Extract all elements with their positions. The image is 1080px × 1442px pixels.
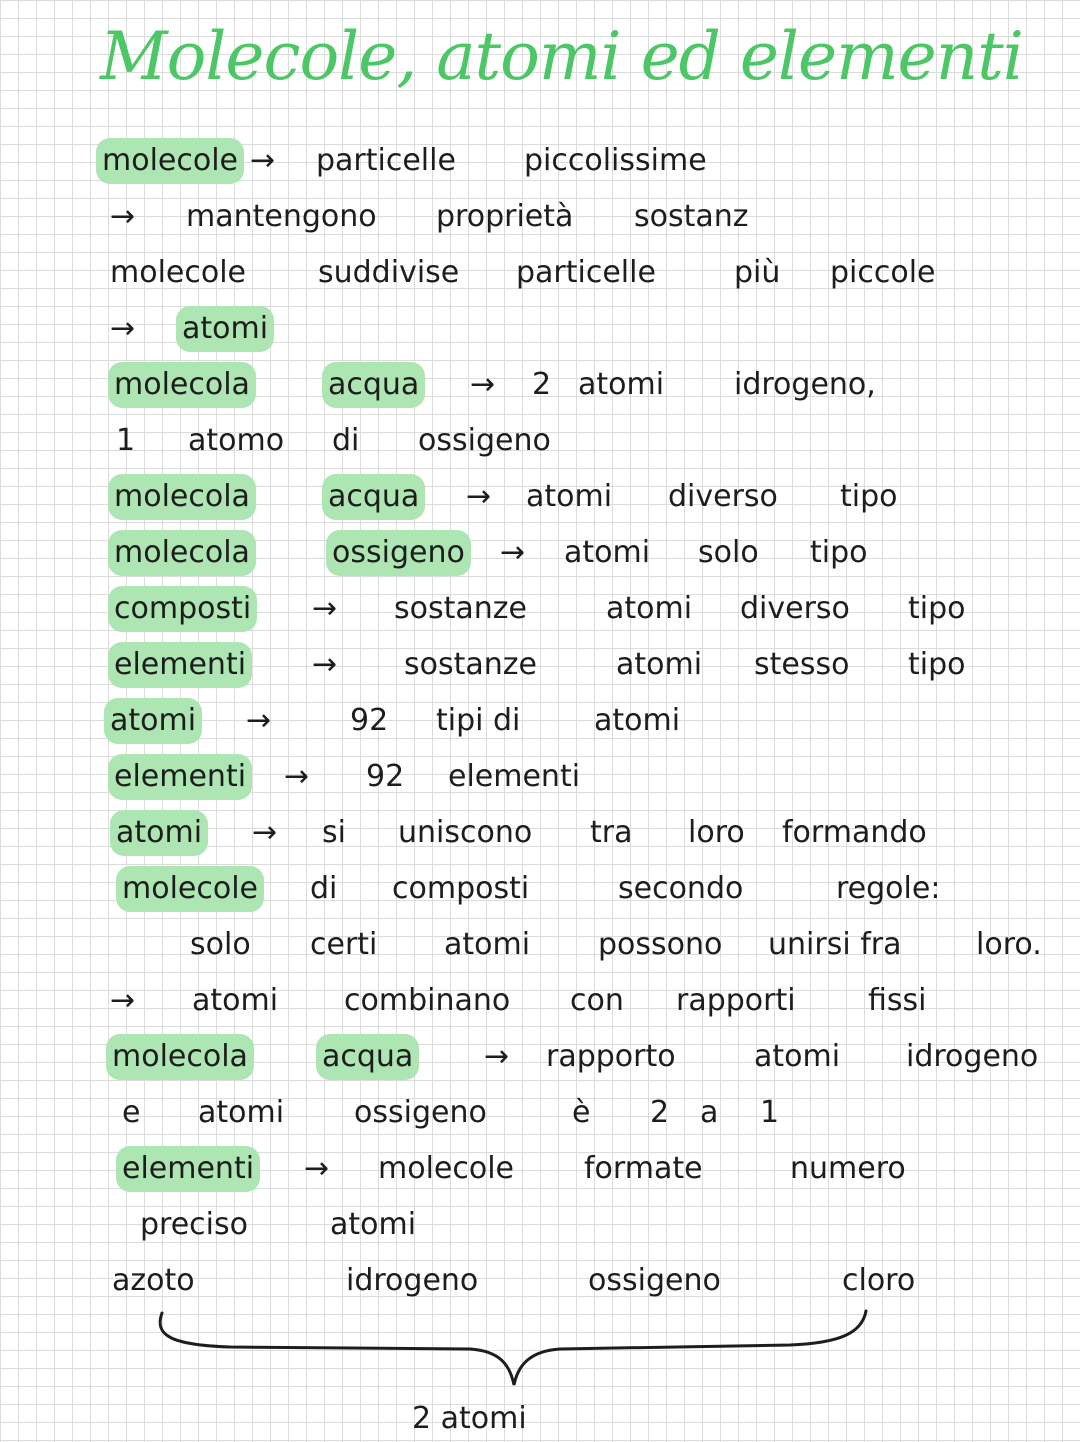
highlighted-term: molecola: [106, 1034, 254, 1080]
note-word: combinano: [344, 983, 511, 1018]
note-word: rapporto: [546, 1039, 676, 1074]
highlighted-term: elementi: [116, 1146, 260, 1192]
highlighted-term: atomi: [110, 810, 208, 856]
note-word: sostanze: [404, 647, 537, 682]
note-word: 2: [650, 1095, 670, 1130]
element-name: cloro: [842, 1263, 916, 1298]
note-word: formate: [584, 1151, 703, 1186]
note-word: atomo: [188, 423, 285, 458]
note-word: mantengono: [186, 199, 377, 234]
note-word: 1: [760, 1095, 780, 1130]
note-word: molecole: [110, 255, 247, 290]
note-word: solo: [698, 535, 759, 570]
note-word: unirsi fra: [768, 927, 902, 962]
highlighted-term: composti: [108, 586, 257, 632]
note-word: 92: [366, 759, 405, 794]
note-word: atomi: [616, 647, 703, 682]
arrow-icon: →: [466, 479, 492, 514]
arrow-icon: →: [484, 1039, 510, 1074]
arrow-icon: →: [284, 759, 310, 794]
note-word: con: [570, 983, 624, 1018]
note-word: regole:: [836, 871, 941, 906]
note-word: tipo: [908, 591, 966, 626]
note-word: piccolissime: [524, 143, 707, 178]
element-name: idrogeno: [346, 1263, 479, 1298]
note-word: atomi: [330, 1207, 417, 1242]
note-word: atomi: [754, 1039, 841, 1074]
note-word: atomi: [198, 1095, 285, 1130]
note-word: diverso: [668, 479, 778, 514]
highlighted-term: acqua: [322, 362, 425, 408]
note-word: si: [322, 815, 346, 850]
note-word: atomi: [594, 703, 681, 738]
note-word: più: [734, 255, 781, 290]
note-word: atomi: [578, 367, 665, 402]
highlighted-term: elementi: [108, 642, 252, 688]
note-word: rapporti: [676, 983, 796, 1018]
highlighted-term: molecola: [108, 530, 256, 576]
note-word: 92: [350, 703, 389, 738]
highlighted-term: ossigeno: [326, 530, 471, 576]
note-word: idrogeno,: [734, 367, 876, 402]
element-name: ossigeno: [588, 1263, 721, 1298]
arrow-icon: →: [110, 983, 136, 1018]
note-word: stesso: [754, 647, 850, 682]
note-word: particelle: [316, 143, 456, 178]
note-word: atomi: [444, 927, 531, 962]
curly-brace-icon: [150, 1305, 890, 1405]
brace-label: 2 atomi: [412, 1401, 527, 1436]
highlighted-term: molecole: [96, 138, 244, 184]
note-word: e: [122, 1095, 141, 1130]
note-word: composti: [392, 871, 530, 906]
note-word: è: [572, 1095, 591, 1130]
note-word: preciso: [140, 1207, 248, 1242]
note-word: formando: [782, 815, 927, 850]
arrow-icon: →: [304, 1151, 330, 1186]
highlighted-term: elementi: [108, 754, 252, 800]
highlighted-term: atomi: [104, 698, 202, 744]
note-word: loro: [688, 815, 745, 850]
arrow-icon: →: [110, 199, 136, 234]
arrow-icon: →: [110, 311, 136, 346]
note-word: loro.: [976, 927, 1042, 962]
highlighted-term: atomi: [176, 306, 274, 352]
note-word: molecole: [378, 1151, 515, 1186]
note-word: di: [310, 871, 338, 906]
note-word: a: [700, 1095, 719, 1130]
note-word: elementi: [448, 759, 581, 794]
note-word: sostanz: [634, 199, 749, 234]
note-word: diverso: [740, 591, 850, 626]
arrow-icon: →: [312, 591, 338, 626]
note-word: secondo: [618, 871, 744, 906]
highlighted-term: molecola: [108, 362, 256, 408]
note-word: idrogeno: [906, 1039, 1039, 1074]
note-word: sostanze: [394, 591, 527, 626]
note-word: ossigeno: [354, 1095, 487, 1130]
note-word: di: [332, 423, 360, 458]
arrow-icon: →: [252, 815, 278, 850]
note-word: possono: [598, 927, 723, 962]
note-word: solo: [190, 927, 251, 962]
highlighted-term: acqua: [316, 1034, 419, 1080]
page-title: Molecole, atomi ed elementi: [100, 18, 1023, 95]
note-word: suddivise: [318, 255, 460, 290]
arrow-icon: →: [250, 143, 276, 178]
note-word: atomi: [606, 591, 693, 626]
note-word: atomi: [526, 479, 613, 514]
note-word: tipo: [908, 647, 966, 682]
note-word: 2: [532, 367, 552, 402]
element-name: azoto: [112, 1263, 195, 1298]
arrow-icon: →: [312, 647, 338, 682]
highlighted-term: acqua: [322, 474, 425, 520]
note-word: certi: [310, 927, 378, 962]
arrow-icon: →: [246, 703, 272, 738]
note-word: particelle: [516, 255, 656, 290]
arrow-icon: →: [470, 367, 496, 402]
note-word: tipi di: [436, 703, 521, 738]
note-word: ossigeno: [418, 423, 551, 458]
highlighted-term: molecola: [108, 474, 256, 520]
note-word: tipo: [840, 479, 898, 514]
note-word: atomi: [192, 983, 279, 1018]
highlighted-term: molecole: [116, 866, 264, 912]
note-word: proprietà: [436, 199, 574, 234]
arrow-icon: →: [500, 535, 526, 570]
note-word: numero: [790, 1151, 906, 1186]
note-word: 1: [116, 423, 136, 458]
note-word: fissi: [868, 983, 927, 1018]
note-word: tipo: [810, 535, 868, 570]
note-word: uniscono: [398, 815, 533, 850]
note-word: atomi: [564, 535, 651, 570]
note-word: piccole: [830, 255, 936, 290]
note-word: tra: [590, 815, 633, 850]
